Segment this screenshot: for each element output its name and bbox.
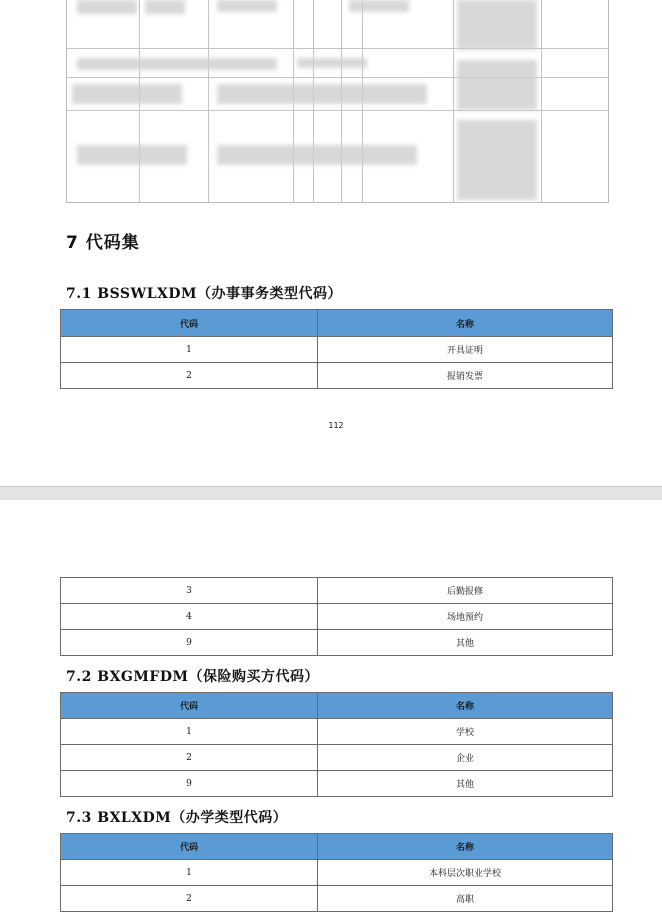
- code-table-7-1-part2: [60, 577, 613, 656]
- table-heading-7-2: 7.2 BXGMFDM（保险购买方代码）: [66, 669, 319, 685]
- redacted-table: [66, 0, 609, 203]
- table-heading-7-1: 7.1 BSSWLXDM（办事事务类型代码）: [66, 286, 343, 302]
- cell-name: 其他: [318, 771, 613, 797]
- table-row: [61, 886, 613, 912]
- table-row: [61, 771, 613, 797]
- cell-code: 9: [61, 771, 318, 797]
- header-code: 代码: [61, 693, 318, 719]
- table-row: [61, 860, 613, 886]
- cell-name: 场地预约: [318, 604, 613, 630]
- table-row: [61, 604, 613, 630]
- section-heading: 7 代码集: [66, 233, 140, 253]
- header-name: 名称: [318, 693, 613, 719]
- cell-name: 报销发票: [318, 363, 613, 389]
- cell-code: 1: [61, 337, 318, 363]
- page-separator: [0, 486, 662, 501]
- header-code: 代码: [61, 310, 318, 337]
- document-page-2: [0, 500, 662, 913]
- cell-code: 1: [61, 719, 318, 745]
- cell-code: 4: [61, 604, 318, 630]
- cell-name: 本科层次职业学校: [318, 860, 613, 886]
- cell-name: 开具证明: [318, 337, 613, 363]
- cell-code: 2: [61, 886, 318, 912]
- cell-code: 9: [61, 630, 318, 656]
- header-code: 代码: [61, 834, 318, 860]
- code-table-7-2: [60, 692, 613, 797]
- table-row: [61, 719, 613, 745]
- code-table-7-3: [60, 833, 613, 912]
- table-heading-7-3: 7.3 BXLXDM（办学类型代码）: [66, 810, 288, 826]
- cell-name: 学校: [318, 719, 613, 745]
- cell-code: 3: [61, 578, 318, 604]
- cell-code: 1: [61, 860, 318, 886]
- table-row: [61, 337, 613, 363]
- table-row: [61, 745, 613, 771]
- cell-name: 其他: [318, 630, 613, 656]
- header-name: 名称: [318, 310, 613, 337]
- page-number: 112: [328, 421, 344, 430]
- table-header-row: [61, 834, 613, 860]
- table-header-row: [61, 693, 613, 719]
- code-table-7-1-part1: [60, 309, 613, 389]
- header-name: 名称: [318, 834, 613, 860]
- table-row: [61, 630, 613, 656]
- cell-code: 2: [61, 363, 318, 389]
- table-row: [61, 363, 613, 389]
- cell-name: 高职: [318, 886, 613, 912]
- table-header-row: [61, 310, 613, 337]
- cell-name: 后勤报修: [318, 578, 613, 604]
- cell-code: 2: [61, 745, 318, 771]
- cell-name: 企业: [318, 745, 613, 771]
- table-row: [61, 578, 613, 604]
